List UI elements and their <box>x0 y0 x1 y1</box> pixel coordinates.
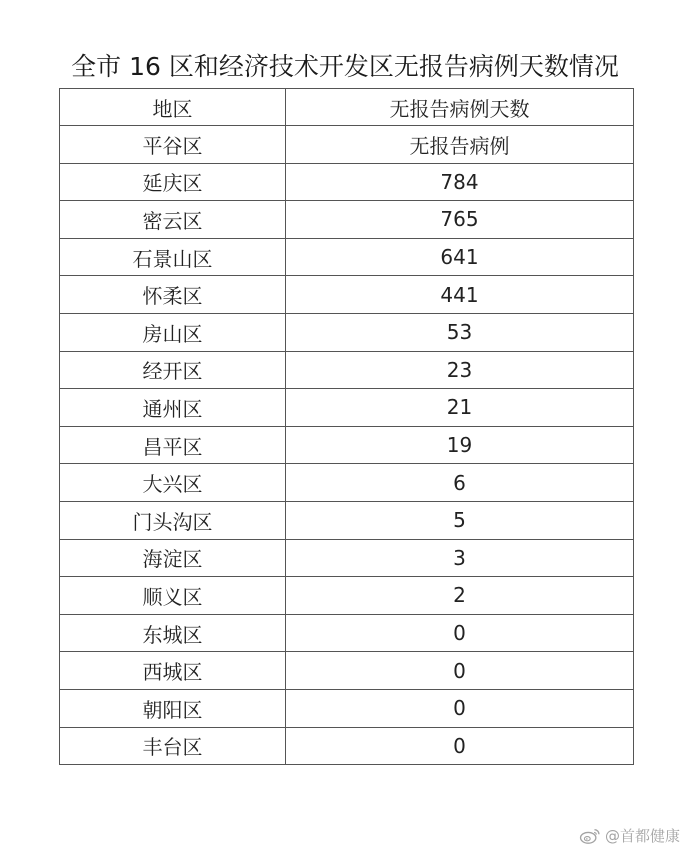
days-cell: 0 <box>286 614 634 652</box>
days-cell: 无报告病例 <box>286 126 634 164</box>
page-title: 全市 16 区和经济技术开发区无报告病例天数情况 <box>71 52 619 81</box>
table-row <box>60 351 634 389</box>
days-cell: 6 <box>286 464 634 502</box>
days-cell: 53 <box>286 313 634 351</box>
region-cell: 经开区 <box>60 351 286 389</box>
days-cell: 19 <box>286 426 634 464</box>
days-cell: 23 <box>286 351 634 389</box>
table-row <box>60 577 634 615</box>
weibo-watermark <box>579 825 680 846</box>
region-cell: 密云区 <box>60 201 286 239</box>
region-cell: 门头沟区 <box>60 501 286 539</box>
table-row <box>60 276 634 314</box>
table-row <box>60 652 634 690</box>
region-cell: 海淀区 <box>60 539 286 577</box>
table-row <box>60 389 634 427</box>
table-row <box>60 464 634 502</box>
days-cell: 441 <box>286 276 634 314</box>
region-cell: 延庆区 <box>60 163 286 201</box>
no-case-days-table <box>59 88 634 765</box>
table-row <box>60 201 634 239</box>
region-cell: 通州区 <box>60 389 286 427</box>
weibo-logo-icon <box>579 827 601 845</box>
region-cell: 昌平区 <box>60 426 286 464</box>
table-row <box>60 614 634 652</box>
region-cell: 石景山区 <box>60 238 286 276</box>
region-cell: 丰台区 <box>60 727 286 765</box>
watermark-text: @首都健康 <box>604 827 680 845</box>
days-cell: 0 <box>286 652 634 690</box>
table-header-row <box>60 89 634 126</box>
table-row <box>60 238 634 276</box>
region-cell: 顺义区 <box>60 577 286 615</box>
days-cell: 784 <box>286 163 634 201</box>
table-row <box>60 163 634 201</box>
table-row <box>60 689 634 727</box>
days-cell: 5 <box>286 501 634 539</box>
days-cell: 21 <box>286 389 634 427</box>
table-row <box>60 539 634 577</box>
region-cell: 房山区 <box>60 313 286 351</box>
region-cell: 朝阳区 <box>60 689 286 727</box>
region-cell: 大兴区 <box>60 464 286 502</box>
table-body <box>60 126 634 765</box>
region-cell: 西城区 <box>60 652 286 690</box>
region-cell: 怀柔区 <box>60 276 286 314</box>
days-cell: 765 <box>286 201 634 239</box>
table-row <box>60 426 634 464</box>
days-cell: 0 <box>286 689 634 727</box>
header-days: 无报告病例天数 <box>286 89 634 126</box>
header-region: 地区 <box>60 89 286 126</box>
table-row <box>60 727 634 765</box>
days-cell: 0 <box>286 727 634 765</box>
table-row <box>60 126 634 164</box>
days-cell: 3 <box>286 539 634 577</box>
table-row <box>60 313 634 351</box>
region-cell: 平谷区 <box>60 126 286 164</box>
days-cell: 641 <box>286 238 634 276</box>
table-row <box>60 501 634 539</box>
days-cell: 2 <box>286 577 634 615</box>
region-cell: 东城区 <box>60 614 286 652</box>
